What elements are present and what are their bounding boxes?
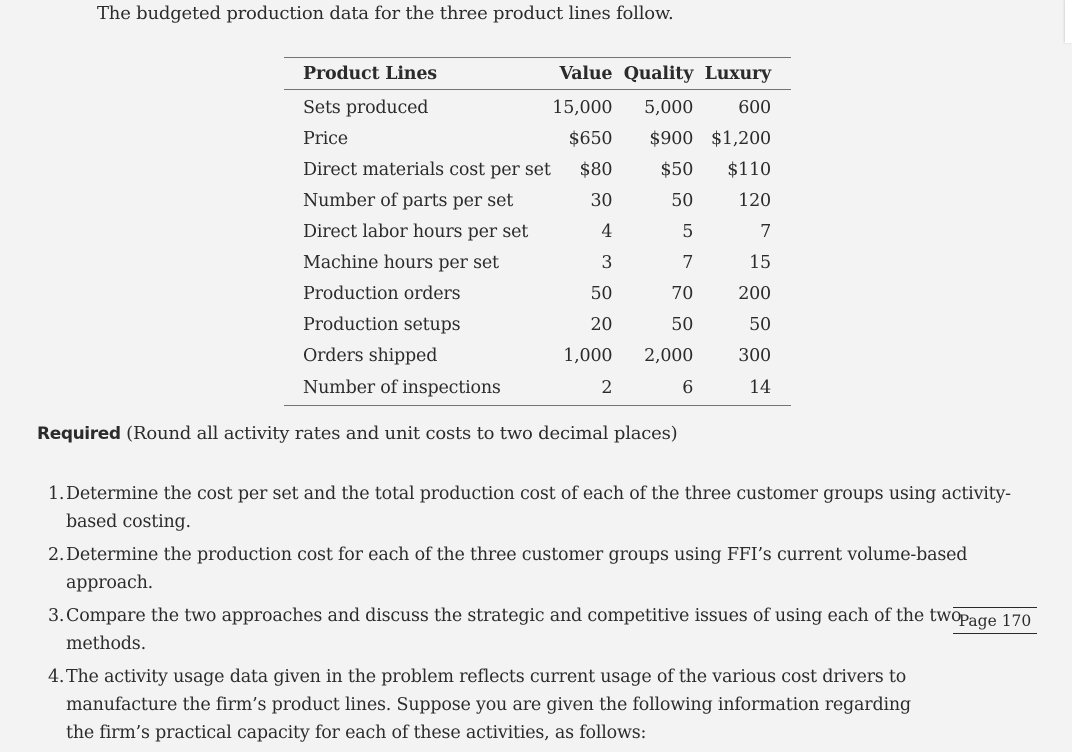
header-value: Value (552, 58, 623, 90)
cell-quality: 5 (682, 221, 694, 242)
header-product-lines: Product Lines (284, 58, 552, 90)
row-label: Production orders (303, 283, 461, 304)
cell-value: $650 (568, 128, 613, 149)
cell-value: 30 (590, 190, 613, 211)
row-label: Orders shipped (303, 345, 438, 366)
table-row (284, 154, 791, 185)
table-row (284, 123, 791, 154)
question-text: Determine the cost per set and the total production cost of each of the three customer groups using activity-based costing. (66, 484, 1011, 532)
row-label: Production setups (303, 314, 461, 335)
question-text: The activity usage data given in the problem reflects current usage of the various cost drivers to manufacture the firm’s product lines. Suppose you are given the following information regarding the firm’s practical capacity for each of these activities, as follows: (66, 667, 911, 743)
header-quality: Quality (623, 58, 704, 90)
scroll-edge-strip (1065, 0, 1072, 43)
table-row (284, 90, 791, 124)
row-label: Sets produced (303, 97, 429, 118)
cell-value: 1,000 (563, 345, 613, 366)
intro-text: The budgeted production data for the three product lines follow. (97, 3, 674, 24)
production-data-table (284, 57, 791, 406)
row-label: Number of parts per set (303, 190, 514, 211)
required-heading (37, 423, 677, 444)
cell-quality: 7 (682, 252, 694, 273)
cell-quality: 5,000 (644, 97, 694, 118)
cell-quality: 70 (671, 283, 694, 304)
row-label: Direct labor hours per set (303, 221, 529, 242)
list-item (48, 663, 1028, 747)
table-row (284, 371, 791, 406)
question-number: 4. (48, 667, 65, 687)
cell-value: 2 (601, 378, 613, 398)
table-row (284, 309, 791, 340)
required-label: Required (37, 424, 121, 444)
list-item (48, 480, 1028, 536)
row-label: Number of inspections (303, 378, 501, 398)
cell-luxury: 50 (749, 314, 771, 335)
table-header-row (284, 58, 791, 90)
cell-luxury: $110 (727, 159, 771, 180)
list-item (48, 541, 1028, 597)
list-item (48, 602, 1028, 658)
cell-luxury: 120 (738, 190, 771, 211)
required-note: (Round all activity rates and unit costs to two decimal places) (126, 423, 678, 444)
table-row (284, 278, 791, 309)
question-list (48, 480, 1028, 752)
question-number: 3. (48, 606, 65, 626)
cell-quality: 50 (671, 190, 694, 211)
cell-luxury: 600 (738, 97, 771, 118)
cell-luxury: $1,200 (710, 128, 771, 149)
cell-quality: 6 (682, 378, 694, 398)
header-luxury: Luxury (704, 58, 791, 90)
page-reference-marker: Page 170 (953, 607, 1037, 634)
row-label: Direct materials cost per set (303, 159, 551, 180)
row-label: Price (303, 128, 348, 149)
question-number: 1. (48, 484, 65, 504)
cell-luxury: 14 (749, 378, 771, 398)
cell-luxury: 7 (760, 221, 771, 242)
question-text: Determine the production cost for each of the three customer groups using FFI’s current volume-based approach. (66, 545, 968, 593)
cell-value: 4 (601, 221, 613, 242)
cell-value: 50 (590, 283, 613, 304)
cell-quality: $50 (660, 159, 694, 180)
cell-luxury: 200 (738, 283, 771, 304)
cell-quality: 2,000 (644, 345, 694, 366)
cell-luxury: 15 (749, 252, 771, 273)
cell-value: $80 (579, 159, 613, 180)
cell-value: 3 (601, 252, 613, 273)
cell-luxury: 300 (738, 345, 771, 366)
table-row (284, 216, 791, 247)
question-text: Compare the two approaches and discuss the strategic and competitive issues of using each of the two methods. (66, 606, 962, 654)
cell-value: 15,000 (552, 97, 613, 118)
row-label: Machine hours per set (303, 252, 499, 273)
cell-quality: 50 (671, 314, 694, 335)
cell-value: 20 (590, 314, 613, 335)
table-row (284, 340, 791, 371)
table-row (284, 185, 791, 216)
question-number: 2. (48, 545, 65, 565)
cell-quality: $900 (649, 128, 694, 149)
table-row (284, 247, 791, 278)
